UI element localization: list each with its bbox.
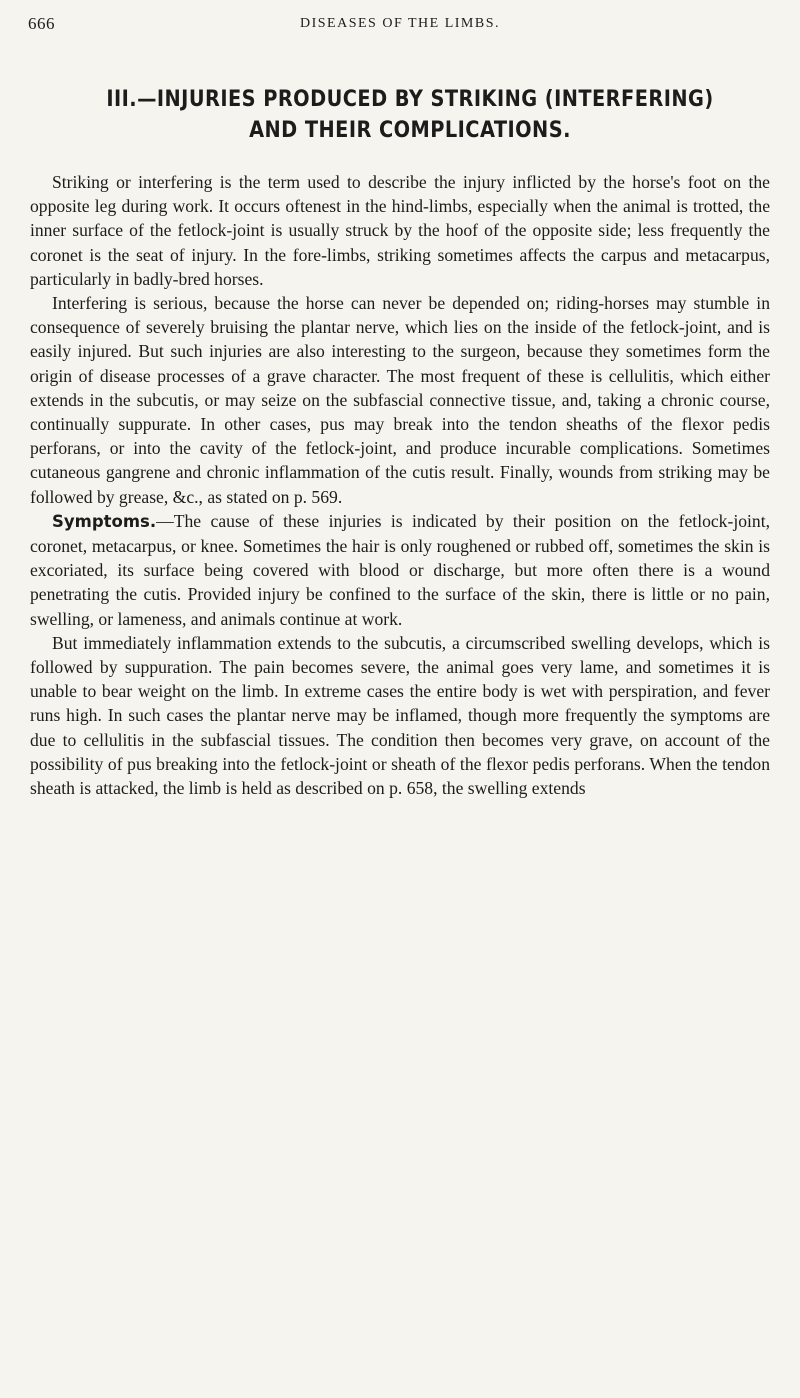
section-heading: [102, 84, 718, 146]
paragraph-symptoms: [30, 509, 770, 631]
symptoms-label: Symptoms.: [52, 511, 157, 531]
running-title: DISEASES OF THE LIMBS.: [300, 16, 500, 31]
section-heading-line-1: III.—INJURIES PRODUCED BY STRIKING (INTERFERING): [106, 87, 714, 112]
paragraph-inflammation: But immediately inflammation extends to the subcutis, a circumscribed swelling develops, which is followed by suppuration. The pain becomes severe, the animal goes very lame, and sometimes it is unable to bear weight on the limb. In extreme cases the entire body is wet with perspiration, and fever runs high. In such cases the plantar nerve may be inflamed, though more frequently the symptoms are due to cellulitis in the subfascial tissues. The condition then becomes very grave, on account of the possibility of pus breaking into the fetlock-joint or sheath of the flexor pedis perforans. When the tendon sheath is attacked, the limb is held as described on p. 658, the swelling extends: [30, 632, 770, 799]
paragraph-interfering-serious: Interfering is serious, because the horse can never be depended on; riding-horses may stumble in consequence of severely bruising the plantar nerve, which lies on the inside of the fetlock-joint, and is easily injured. But such injuries are also interesting to the surgeon, because they sometimes form the origin of disease processes of a grave character. The most frequent of these is cellulitis, which either extends in the subcutis, or may seize on the subfascial connective tissue, and, taking a chronic course, continually suppurate. In other cases, pus may break into the tendon sheaths of the flexor pedis perforans, or into the cavity of the fetlock-joint, and produce incurable complications. Sometimes cutaneous gangrene and chronic inflammation of the cutis result. Finally, wounds from striking may be followed by grease, &c., as stated on p. 569.: [30, 293, 770, 507]
running-head: [28, 14, 772, 38]
symptoms-text: —The cause of these injuries is indicated by their position on the fetlock-joint, coronet, metacarpus, or knee. Sometimes the hair is only roughened or rubbed off, sometimes the skin is excoriated, its surface being covered with blood or discharge, but more often there is a wound penetrating the cutis. Provided injury be confined to the surface of the skin, there is little or no pain, swelling, or lameness, and animals continue at work.: [30, 510, 770, 629]
page-number: 666: [28, 14, 55, 33]
body-text: [30, 170, 770, 800]
paragraph-striking-definition: Striking or interfering is the term used to describe the injury inflicted by the horse's foot on the opposite leg during work. It occurs oftenest in the hind-limbs, especially when the animal is trotted, the inner surface of the fetlock-joint is usually struck by the hoof of the opposite side; less frequently the coronet is the seat of injury. In the fore-limbs, striking sometimes affects the carpus and metacarpus, particularly in badly-bred horses.: [30, 172, 770, 289]
section-heading-line-2: AND THEIR COMPLICATIONS.: [249, 118, 571, 143]
